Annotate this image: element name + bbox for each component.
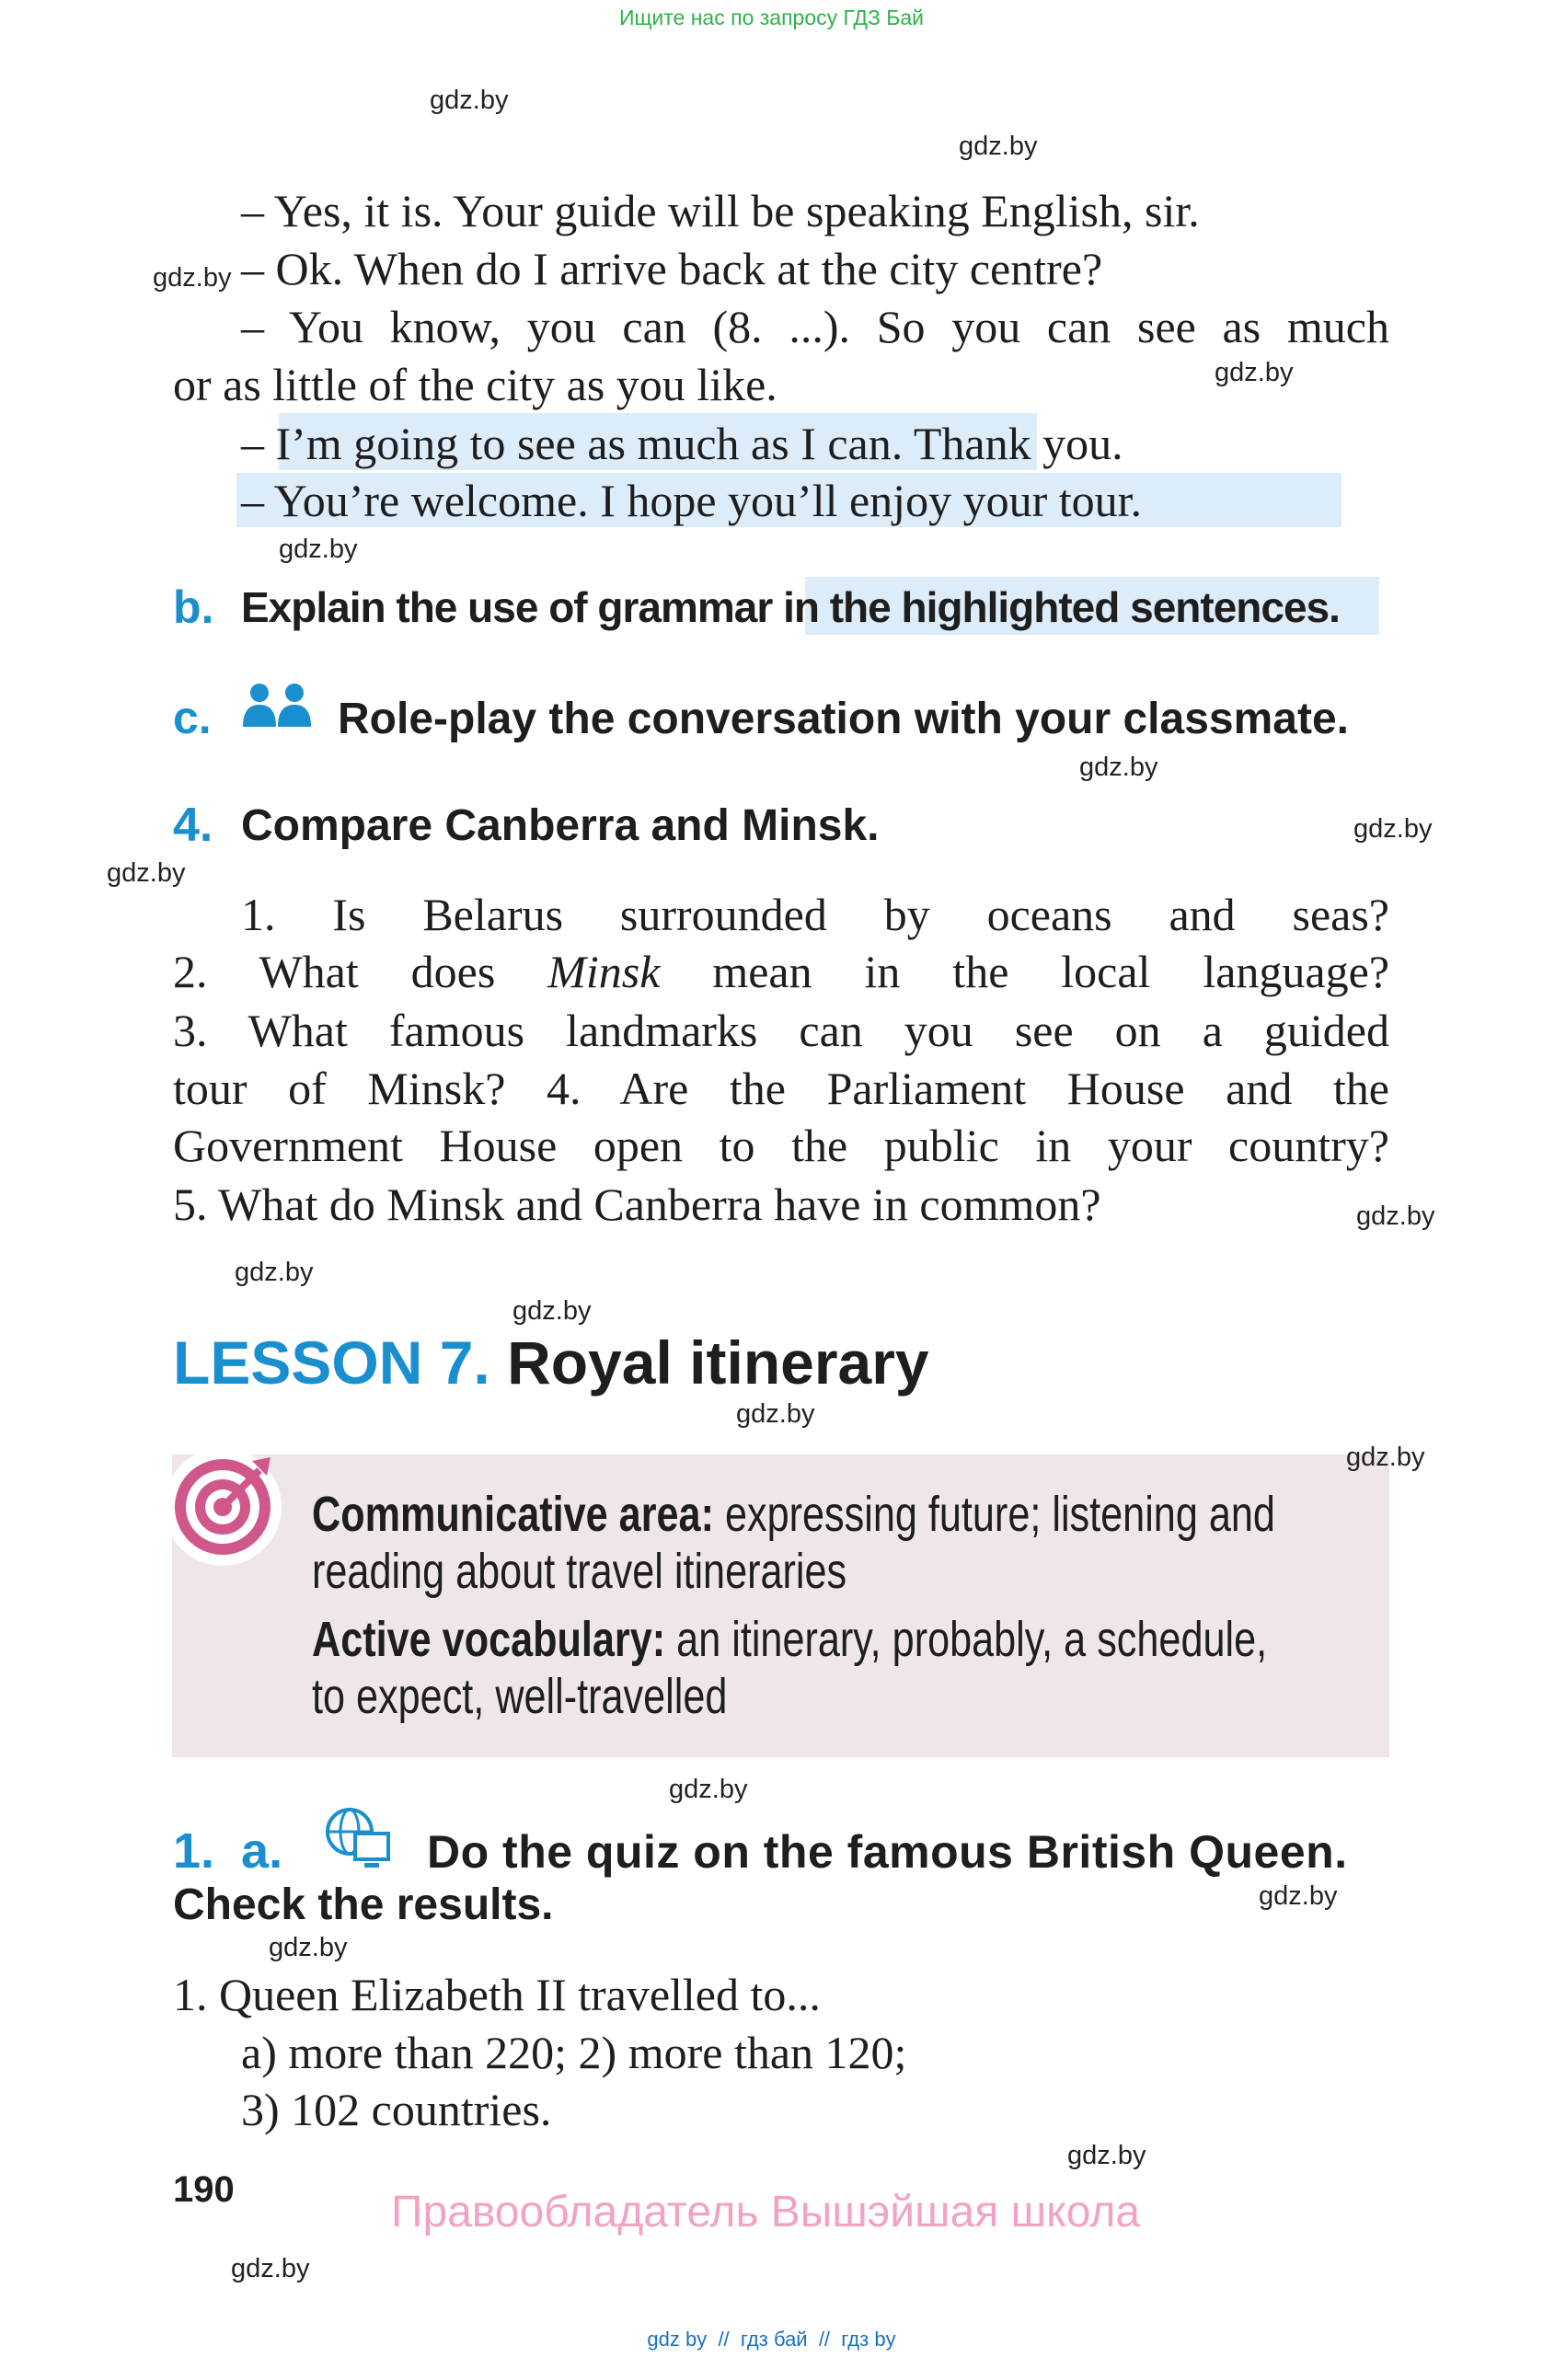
dialogue-line: – You know, you can (8. ...). So you can see as much	[241, 301, 1389, 352]
watermark: gdz.by	[1346, 1443, 1425, 1472]
question-line: 5. What do Minsk and Canberra have in common?	[173, 1179, 1101, 1230]
question-text: mean in the local language?	[712, 946, 1390, 997]
search-banner[interactable]: Ищите нас по запросу ГДЗ Бай	[618, 6, 925, 29]
watermark: gdz.by	[107, 858, 186, 888]
communicative-label: Communicative area:	[312, 1487, 714, 1542]
task-b-instruction: Explain the use of grammar	[241, 583, 784, 631]
task-4-text: Compare Canberra and Minsk.	[241, 801, 880, 850]
communicative-area	[312, 1485, 1275, 1545]
highlighted-sentence: – I’m going to see as much as I can.	[241, 418, 904, 469]
watermark: gdz.by	[235, 1258, 314, 1287]
watermark: gdz.by	[1067, 2141, 1146, 2170]
question-line: 1. Is Belarus surrounded by oceans and seas?	[241, 889, 1389, 940]
question-italic: Minsk	[547, 946, 661, 997]
watermark: gdz.by	[279, 535, 358, 564]
watermark: gdz.by	[669, 1775, 748, 1804]
task-b-label: b.	[173, 581, 214, 633]
task-b-text	[241, 582, 1340, 633]
communicative-text: expressing future; listening and	[713, 1487, 1275, 1542]
task-1a-label: 1. a.	[173, 1823, 283, 1879]
lesson-title: Royal itinerary	[507, 1328, 929, 1397]
copyright-notice: Правообладатель Вышэйшая школа	[390, 2188, 1141, 2236]
task-b-period: .	[1329, 583, 1340, 631]
watermark: gdz.by	[1259, 1881, 1338, 1911]
quiz-options: a) more than 220; 2) more than 120;	[241, 2027, 907, 2078]
watermark: gdz.by	[512, 1296, 592, 1326]
lesson-heading	[173, 1328, 929, 1397]
active-vocabulary-cont: to expect, well-travelled	[312, 1669, 728, 1724]
vocabulary-label: Active vocabulary:	[312, 1612, 666, 1667]
active-vocabulary	[312, 1610, 1267, 1670]
globe-computer-icon	[324, 1806, 394, 1870]
watermark: gdz.by	[959, 132, 1038, 161]
question-line	[173, 944, 1389, 999]
watermark: gdz.by	[1353, 814, 1433, 844]
watermark: gdz.by	[1356, 1201, 1435, 1231]
dialogue-line: or as little of the city as you like.	[173, 359, 777, 410]
footer-links[interactable]: gdz by // гдз бай // гдз by	[647, 2328, 896, 2351]
question-line: tour of Minsk? 4. Are the Parliament House and the	[173, 1063, 1389, 1114]
task-1a-text-cont: Check the results.	[173, 1880, 554, 1929]
dialogue-line: – Yes, it is. Your guide will be speaking English, sir.	[241, 185, 1200, 236]
task-c-text: Role-play the conversation with your classmate.	[338, 695, 1349, 743]
communicative-area-cont: reading about travel itineraries	[312, 1544, 847, 1599]
task-c-label: c.	[173, 692, 212, 743]
pair-work-icon	[241, 683, 313, 729]
watermark: gdz.by	[1215, 358, 1294, 387]
target-icon	[164, 1448, 282, 1566]
watermark: gdz.by	[153, 263, 232, 293]
vocabulary-text: an itinerary, probably, a schedule,	[665, 1612, 1268, 1667]
quiz-options: 3) 102 countries.	[241, 2084, 552, 2135]
question-text: 2. What does	[173, 946, 496, 997]
task-b-highlight: in the highlighted sentences	[783, 583, 1330, 631]
task-1a-text: Do the quiz on the famous British Queen.	[427, 1826, 1348, 1878]
dialogue-text: Thank you.	[903, 418, 1123, 469]
dialogue-line: – Ok. When do I arrive back at the city centre?	[241, 243, 1103, 294]
lesson-number: LESSON 7.	[173, 1328, 490, 1397]
question-line: 3. What famous landmarks can you see on a guided	[173, 1005, 1389, 1056]
task-4-label: 4.	[173, 799, 213, 852]
dialogue-line	[241, 416, 1123, 471]
watermark: gdz.by	[736, 1399, 815, 1429]
watermark: gdz.by	[1079, 753, 1158, 782]
watermark: gdz.by	[231, 2254, 310, 2283]
watermark: gdz.by	[430, 86, 509, 115]
watermark: gdz.by	[269, 1933, 348, 1962]
dialogue-line: – You’re welcome. I hope you’ll enjoy your tour.	[241, 475, 1143, 526]
quiz-question: 1. Queen Elizabeth II travelled to...	[173, 1969, 821, 2020]
question-line: Government House open to the public in your country?	[173, 1120, 1389, 1171]
page-number: 190	[173, 2169, 235, 2210]
